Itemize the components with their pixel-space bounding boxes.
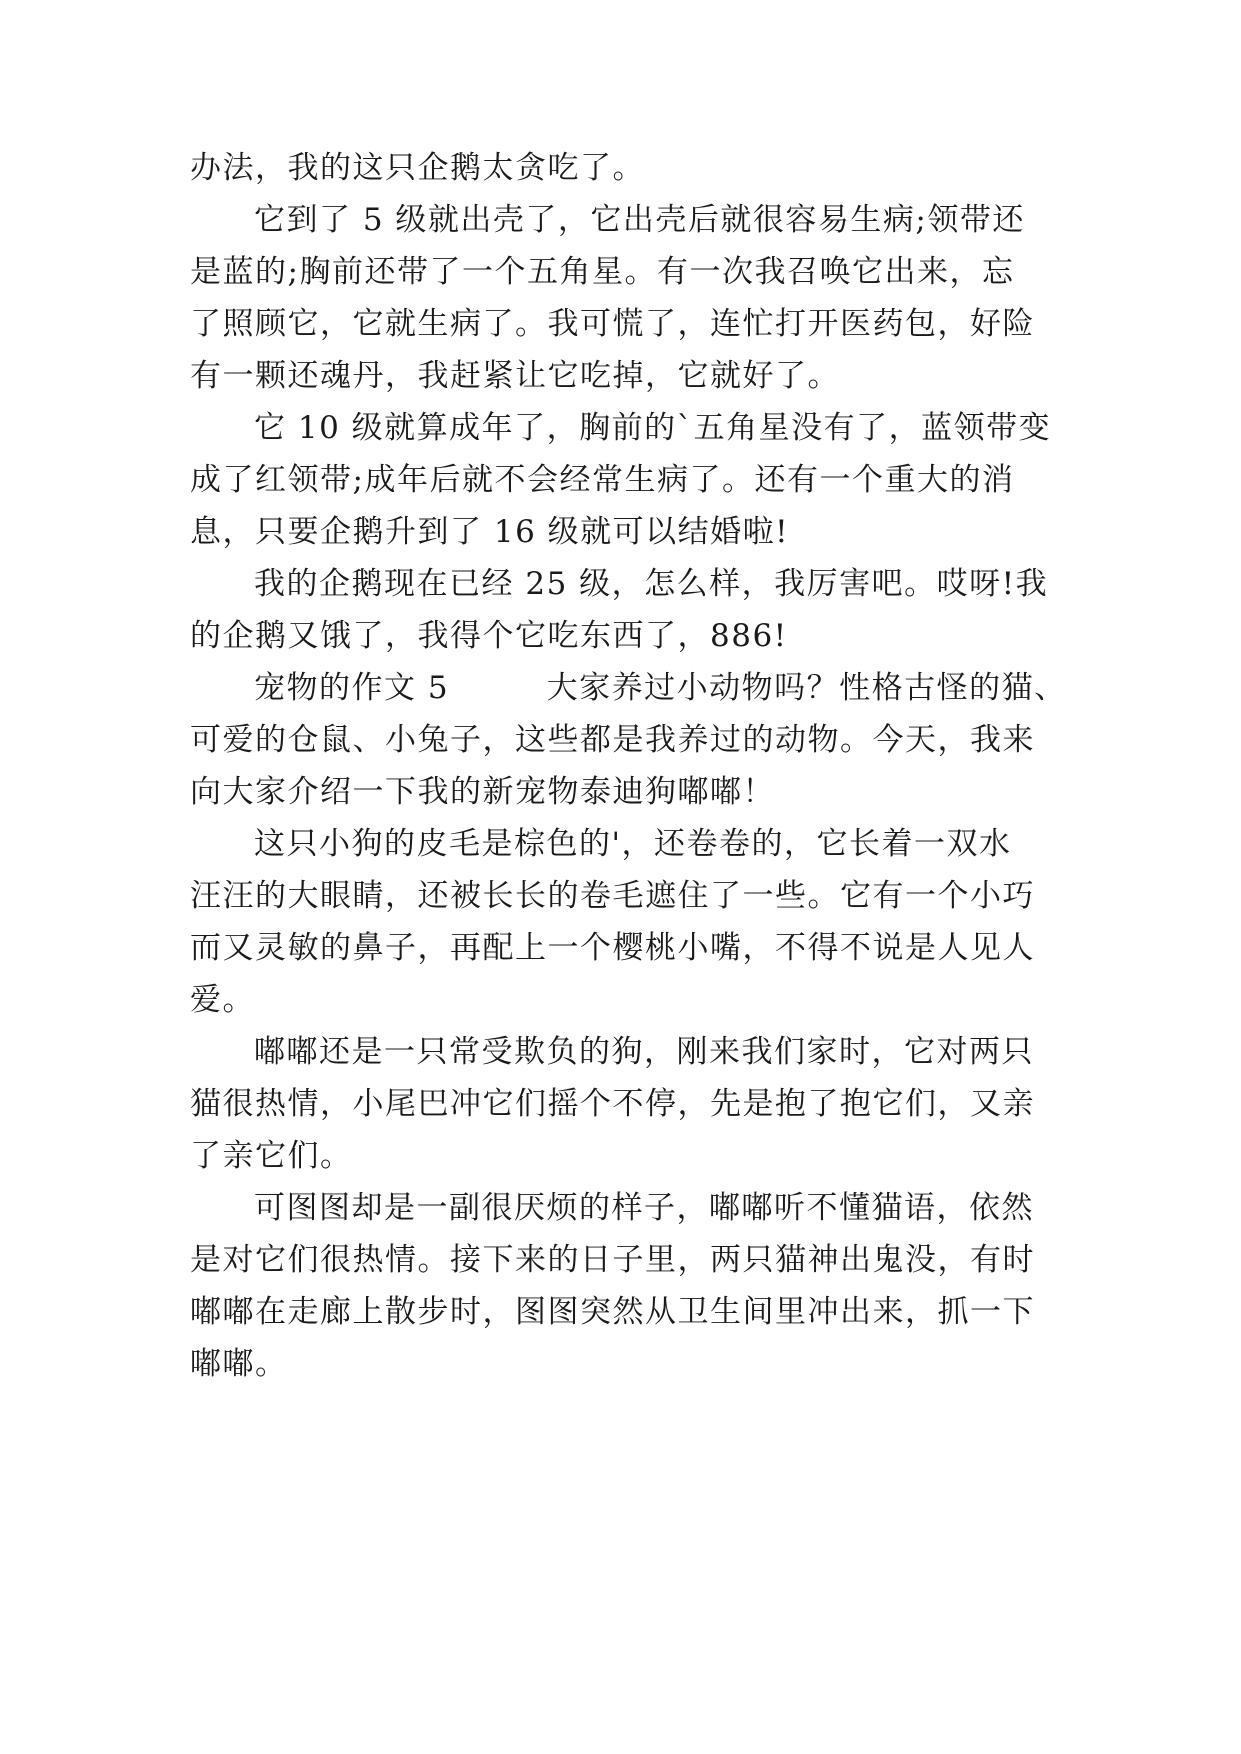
text-line: 嘟嘟在走廊上散步时，图图突然从卫生间里冲出来，抓一下 bbox=[190, 1294, 1035, 1330]
text-line: 是对它们很热情。接下来的日子里，两只猫神出鬼没，有时 bbox=[190, 1242, 1035, 1278]
text-line: 息，只要企鹅升到了 16 级就可以结婚啦! bbox=[190, 514, 790, 550]
text-line: 的企鹅又饿了，我得个它吃东西了，886! bbox=[190, 618, 788, 654]
text-line: 办法，我的这只企鹅太贪吃了。 bbox=[190, 150, 645, 186]
text-line: 可爱的仓鼠、小兔子，这些都是我养过的动物。今天，我来 bbox=[190, 722, 1035, 758]
text-line: 了照顾它，它就生病了。我可慌了，连忙打开医药包，好险 bbox=[190, 306, 1035, 342]
text-line: 了亲它们。 bbox=[190, 1138, 353, 1174]
text-line: 它到了 5 级就出壳了，它出壳后就很容易生病;领带还 bbox=[254, 202, 1025, 238]
text-line: 向大家介绍一下我的新宠物泰迪狗嘟嘟！ bbox=[190, 774, 775, 810]
text-line: 嘟嘟。 bbox=[190, 1346, 288, 1382]
text-line: 猫很热情，小尾巴冲它们摇个不停，先是抱了抱它们，又亲 bbox=[190, 1086, 1035, 1122]
text-line: 嘟嘟还是一只常受欺负的狗，刚来我们家时，它对两只 bbox=[254, 1034, 1034, 1070]
text-line: 是蓝的;胸前还带了一个五角星。有一次我召唤它出来，忘 bbox=[190, 254, 1015, 290]
text-line: 我的企鹅现在已经 25 级，怎么样，我厉害吧。哎呀!我 bbox=[254, 566, 1049, 602]
text-line: 这只小狗的皮毛是棕色的'，还卷卷的，它长着一双水 bbox=[254, 826, 1012, 862]
text-line: 它 10 级就算成年了，胸前的`五角星没有了，蓝领带变 bbox=[254, 410, 1052, 446]
text-line: 有一颗还魂丹，我赶紧让它吃掉，它就好了。 bbox=[190, 358, 840, 394]
text-line: 汪汪的大眼睛，还被长长的卷毛遮住了一些。它有一个小巧 bbox=[190, 878, 1035, 914]
text-line: 宠物的作文 5 大家养过小动物吗？性格古怪的猫、 bbox=[254, 670, 1067, 706]
text-line: 爱。 bbox=[190, 982, 255, 1018]
text-line: 可图图却是一副很厌烦的样子，嘟嘟听不懂猫语，依然 bbox=[254, 1190, 1034, 1226]
text-line: 而又灵敏的鼻子，再配上一个樱桃小嘴，不得不说是人见人 bbox=[190, 930, 1035, 966]
text-line: 成了红领带;成年后就不会经常生病了。还有一个重大的消 bbox=[190, 462, 1015, 498]
